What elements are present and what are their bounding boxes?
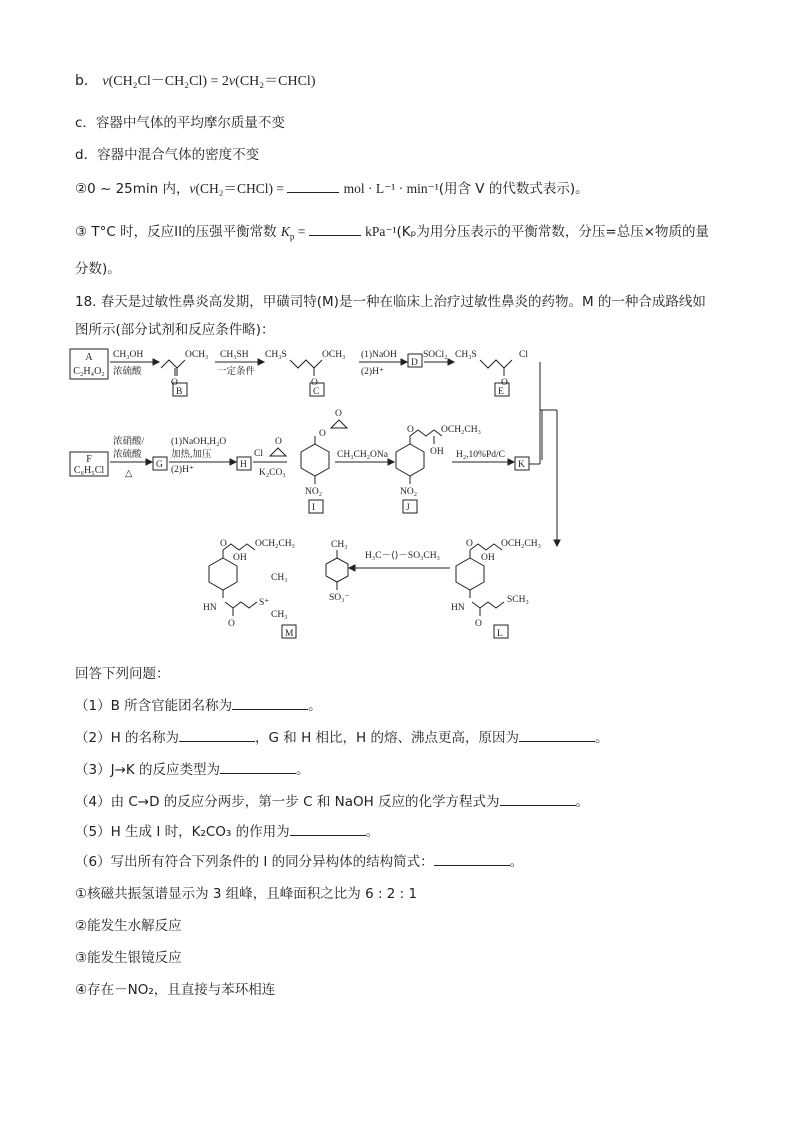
svg-text:NO₂: NO₂ (400, 487, 418, 497)
label-K: K (518, 460, 525, 470)
svg-text:HN: HN (451, 603, 465, 613)
svg-text:NO₂: NO₂ (305, 487, 323, 497)
svg-text:CH₃: CH₃ (271, 573, 288, 583)
option-c: c．容器中气体的平均摩尔质量不变 (75, 115, 285, 131)
svg-text:H₂,10%Pd/C: H₂,10%Pd/C (456, 450, 505, 460)
subquestion-2: ②0 ~ 25min 内，v(CH₂＝CHCl) = mol · L⁻¹ · min⁻¹(用含 V 的代数式表示)。 (75, 181, 589, 197)
formula-F: C₆H₅Cl (73, 465, 105, 476)
label-D: D (411, 358, 418, 368)
item-3: （3）J→K 的反应类型为 。 (75, 762, 310, 778)
svg-text:SOCl₂: SOCl₂ (423, 350, 448, 360)
subquestion-3: ③ T°C 时，反应II的压强平衡常数 $K_p = kPa^{-1}(K_p$为用分压表示的平衡常数，分压=总压×物质的量 (75, 224, 710, 242)
answer-blank[interactable] (287, 180, 339, 193)
svg-text:(2)H⁺: (2)H⁺ (171, 465, 194, 475)
svg-text:OH: OH (233, 553, 247, 563)
rate-species-2: CH₂＝CHCl (239, 74, 311, 89)
option-d: d．容器中混合气体的密度不变 (75, 147, 260, 163)
svg-text:OH: OH (430, 447, 444, 457)
label-C: C (313, 387, 320, 397)
svg-text:O: O (407, 425, 414, 435)
svg-text:△: △ (125, 469, 133, 479)
svg-text:O: O (335, 409, 342, 419)
svg-text:O: O (466, 539, 473, 549)
label-H: H (240, 460, 247, 470)
svg-text:K₂CO₃: K₂CO₃ (259, 468, 286, 478)
answer-blank[interactable] (232, 697, 308, 710)
label-I: I (312, 503, 316, 513)
item-5: （5）H 生成 I 时，K₂CO₃ 的作用为 。 (75, 824, 380, 840)
label-M: M (285, 629, 294, 639)
label-L: L (497, 629, 503, 639)
answer-blank[interactable] (179, 729, 255, 742)
label-E: E (498, 387, 504, 397)
condition-2: ②能发生水解反应 (75, 918, 182, 934)
svg-text:SO₃⁻: SO₃⁻ (329, 593, 350, 603)
condition-1: ①核磁共振氢谱显示为 3 组峰，且峰面积之比为 6 : 2 : 1 (75, 886, 418, 902)
rate-species-1: CH₂Cl－CH₂Cl (113, 74, 203, 89)
svg-text:O: O (220, 539, 227, 549)
svg-text:浓硫酸: 浓硫酸 (113, 367, 142, 377)
svg-text:OCH₃: OCH₃ (322, 350, 346, 360)
svg-text:浓硝酸/: 浓硝酸/ (113, 437, 145, 447)
svg-text:(2)H⁺: (2)H⁺ (361, 367, 384, 377)
label-F: F (86, 454, 92, 465)
svg-text:O: O (501, 378, 508, 388)
answer-blank[interactable] (309, 223, 361, 236)
svg-text:一定条件: 一定条件 (217, 367, 256, 377)
svg-text:O: O (275, 437, 282, 447)
svg-text:H₃C－⟨⟩－SO₃CH₃: H₃C－⟨⟩－SO₃CH₃ (365, 551, 440, 561)
svg-text:OCH₂CH₃: OCH₂CH₃ (441, 425, 481, 435)
svg-text:OH: OH (481, 553, 495, 563)
label-B: B (176, 387, 183, 397)
answer-blank[interactable] (500, 793, 576, 806)
formula-A: C₂H₄O₂ (73, 366, 105, 377)
answer-blank[interactable] (519, 729, 595, 742)
answer-blank[interactable] (290, 823, 366, 836)
svg-text:CH₃: CH₃ (271, 610, 288, 620)
svg-text:CH₃CH₂ONa: CH₃CH₂ONa (337, 450, 388, 460)
svg-text:(1)NaOH: (1)NaOH (361, 350, 397, 360)
condition-4: ④存在－NO₂，且直接与苯环相连 (75, 982, 276, 998)
svg-text:Cl: Cl (519, 350, 528, 360)
svg-text:SCH₃: SCH₃ (507, 595, 529, 605)
label-G: G (156, 460, 163, 470)
item-2: （2）H 的名称为 ，G 和 H 相比，H 的熔、沸点更高，原因为 。 (75, 730, 609, 746)
item-1: （1）B 所含官能团名称为 。 (75, 698, 322, 714)
label-A: A (85, 352, 93, 363)
svg-text:CH₃OH: CH₃OH (113, 350, 144, 360)
svg-text:浓硫酸: 浓硫酸 (113, 450, 142, 460)
svg-text:O: O (228, 619, 235, 629)
svg-text:OCH₂CH₃: OCH₂CH₃ (255, 539, 295, 549)
svg-text:OCH₃: OCH₃ (185, 350, 209, 360)
synthesis-scheme (65, 340, 575, 640)
svg-text:CH₃SH: CH₃SH (220, 350, 249, 360)
svg-text:加热,加压: 加热,加压 (171, 450, 212, 460)
answer-blank[interactable] (220, 761, 296, 774)
label-J: J (406, 503, 410, 513)
question-18-intro: 18. 春天是过敏性鼻炎高发期，甲磺司特(M)是一种在临床上治疗过敏性鼻炎的药物。M 的一种合成路线如 (75, 294, 706, 310)
svg-text:O: O (319, 429, 326, 439)
question-18-intro-2: 图所示(部分试剂和反应条件略)： (75, 322, 275, 338)
condition-3: ③能发生银镜反应 (75, 950, 182, 966)
item-6: （6）写出所有符合下列条件的 I 的同分异构体的结构简式： 。 (75, 854, 524, 870)
option-b: b． v(CH₂Cl－CH₂Cl) = 2v(CH₂＝CHCl) (75, 73, 316, 89)
subquestion-3-continued: 分数)。 (75, 261, 121, 277)
svg-text:S⁺: S⁺ (259, 598, 270, 608)
svg-text:CH₃: CH₃ (331, 540, 348, 550)
svg-text:O: O (475, 619, 482, 629)
answer-prompt: 回答下列问题： (75, 666, 170, 682)
svg-text:Cl: Cl (254, 449, 263, 459)
item-4: （4）由 C→D 的反应分两步，第一步 C 和 NaOH 反应的化学方程式为 。 (75, 794, 590, 810)
svg-text:HN: HN (203, 603, 217, 613)
svg-text:CH₃S: CH₃S (265, 350, 287, 360)
svg-text:O: O (171, 378, 178, 388)
svg-text:(1)NaOH,H₂O: (1)NaOH,H₂O (171, 437, 227, 447)
answer-blank[interactable] (434, 853, 510, 866)
svg-text:OCH₂CH₃: OCH₂CH₃ (501, 539, 541, 549)
svg-text:CH₃S: CH₃S (455, 350, 477, 360)
svg-text:O: O (311, 378, 318, 388)
